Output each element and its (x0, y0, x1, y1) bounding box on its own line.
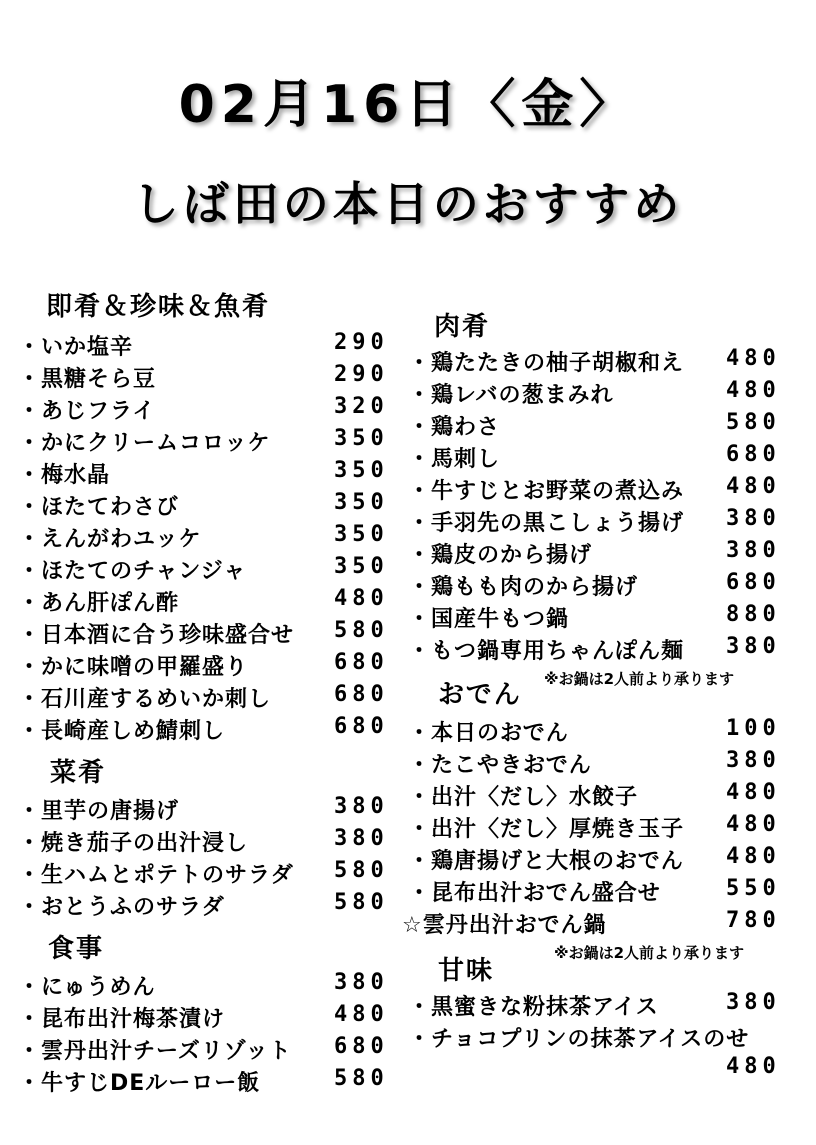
menu-item (408, 442, 808, 474)
menu-item (408, 1022, 808, 1054)
menu-item (18, 714, 398, 746)
section-title: 食事 (48, 934, 105, 964)
item-price: 350 (334, 522, 389, 547)
item-price: 480 (726, 812, 781, 837)
item-name: ・昆布出汁梅茶漬け (18, 1007, 226, 1032)
item-name: ・本日のおでん (408, 721, 569, 746)
item-name: ・あじフライ (18, 399, 156, 424)
menu-item (18, 522, 398, 554)
item-price: 480 (334, 586, 389, 611)
item-price: 580 (726, 410, 781, 435)
item-price: 480 (726, 474, 781, 499)
menu-item-price-line (408, 1054, 808, 1086)
item-price: 290 (334, 330, 389, 355)
menu-item (18, 970, 398, 1002)
item-name: ・長崎産しめ鯖刺し (18, 719, 226, 744)
item-price: 680 (334, 650, 389, 675)
item-name: ・里芋の唐揚げ (18, 799, 180, 824)
item-name: ・にゅうめん (18, 975, 156, 1000)
item-price: 680 (334, 1034, 389, 1059)
item-name: ・国産牛もつ鍋 (408, 607, 570, 632)
item-price: 100 (726, 716, 781, 741)
menu-item (18, 794, 398, 826)
item-price: 290 (334, 362, 389, 387)
page-heading: しば田の本日のおすすめ (132, 177, 684, 231)
item-name: ・おとうふのサラダ (18, 895, 225, 920)
menu-item (408, 812, 808, 844)
menu-item (18, 458, 398, 490)
item-name: ・雲丹出汁チーズリゾット (18, 1039, 292, 1064)
menu-item (18, 1066, 398, 1098)
menu-item (408, 378, 808, 410)
item-name: ・出汁〈だし〉厚焼き玉子 (408, 817, 685, 842)
menu-item (18, 490, 398, 522)
item-name: ・鶏レバの葱まみれ (408, 383, 614, 408)
menu-item (402, 908, 808, 940)
menu-item (18, 330, 398, 362)
menu-item (18, 890, 398, 922)
note-text: ※お鍋は2人前より承ります (554, 944, 745, 962)
item-price: 580 (334, 618, 389, 643)
menu-item (408, 570, 808, 602)
menu-item (18, 650, 398, 682)
menu-item (18, 586, 398, 618)
menu-item (18, 362, 398, 394)
item-price: 380 (334, 794, 389, 819)
menu-item (18, 682, 398, 714)
section-title: 菜肴 (50, 758, 107, 788)
item-price: 350 (334, 490, 389, 515)
item-name: ・鶏皮のから揚げ (408, 543, 593, 568)
item-price: 380 (334, 970, 389, 995)
item-name: ・ほたてわさび (18, 495, 180, 520)
menu-item (408, 506, 808, 538)
menu-item (408, 602, 808, 634)
item-price: 380 (726, 634, 781, 659)
item-name: ・牛すじとお野菜の煮込み (408, 479, 685, 504)
item-price: 580 (334, 1066, 389, 1091)
item-name: ・鶏たたきの柚子胡椒和え (408, 351, 685, 376)
item-price: 880 (726, 602, 781, 627)
item-price: 480 (334, 1002, 389, 1027)
section-title: 甘味 (438, 956, 495, 986)
menu-item (408, 538, 808, 570)
menu-item (18, 1034, 398, 1066)
item-price: 680 (334, 714, 389, 739)
item-price: 480 (726, 780, 781, 805)
item-price: 580 (334, 858, 389, 883)
item-price: 680 (726, 570, 781, 595)
item-name: ・黒糖そら豆 (18, 367, 157, 392)
item-price: 680 (334, 682, 389, 707)
item-name: ・黒蜜きな粉抹茶アイス (408, 995, 659, 1020)
item-price: 480 (726, 378, 781, 403)
item-price: 380 (726, 990, 781, 1015)
section-title: 肉肴 (434, 312, 491, 342)
item-name: ・梅水晶 (18, 463, 111, 488)
item-price: 350 (334, 554, 389, 579)
section-title: おでん (438, 680, 522, 710)
item-name: ・えんがわユッケ (18, 527, 202, 552)
item-name: ・牛すじDEルーロー飯 (18, 1071, 261, 1096)
note-text: ※お鍋は2人前より承ります (544, 670, 735, 688)
item-price: 350 (334, 458, 389, 483)
menu-item (408, 748, 808, 780)
item-price: 780 (726, 908, 781, 933)
item-name: ・昆布出汁おでん盛合せ (408, 881, 661, 906)
item-name: ・チョコプリンの抹茶アイスのせ (408, 1027, 750, 1052)
item-name: ・鶏もも肉のから揚げ (408, 575, 639, 600)
menu-item (408, 474, 808, 506)
item-price: 550 (726, 876, 781, 901)
menu-item (18, 826, 398, 858)
item-name: ・手羽先の黒こしょう揚げ (408, 511, 685, 536)
menu-item (408, 876, 808, 908)
menu-item (408, 634, 808, 666)
item-name: ・いか塩辛 (18, 335, 134, 360)
item-price: 350 (334, 426, 389, 451)
menu-item (408, 780, 808, 812)
menu-item (18, 1002, 398, 1034)
item-name: ・焼き茄子の出汁浸し (18, 831, 249, 856)
item-price: 580 (334, 890, 389, 915)
item-name: ・もつ鍋専用ちゃんぽん麺 (408, 639, 685, 664)
item-price: 320 (334, 394, 389, 419)
item-price: 680 (726, 442, 781, 467)
date-title: 02月16日〈金〉 (178, 75, 638, 135)
item-price: 380 (334, 826, 389, 851)
item-name: ・生ハムとポテトのサラダ (18, 863, 294, 888)
item-name: ・ほたてのチャンジャ (18, 559, 247, 584)
item-price: 380 (726, 538, 781, 563)
item-price: 480 (726, 1054, 781, 1079)
item-name: ・かに味噌の甲羅盛り (18, 655, 249, 680)
menu-item (408, 844, 808, 876)
menu-item (408, 716, 808, 748)
menu-item (408, 410, 808, 442)
item-price: 480 (726, 346, 781, 371)
item-name: ・たこやきおでん (408, 753, 592, 778)
menu-item (18, 554, 398, 586)
section-title: 即肴＆珍味＆魚肴 (46, 292, 271, 322)
item-name: ・出汁〈だし〉水餃子 (408, 785, 639, 810)
menu-item (18, 618, 398, 650)
item-name: ・日本酒に合う珍味盛合せ (18, 623, 295, 648)
item-name: ・鶏唐揚げと大根のおでん (408, 849, 684, 874)
menu-item (408, 990, 808, 1022)
item-name: ・かにクリームコロッケ (18, 431, 271, 456)
menu-item (18, 426, 398, 458)
menu-item (408, 346, 808, 378)
menu-item (18, 858, 398, 890)
item-price: 380 (726, 506, 781, 531)
item-name: ・馬刺し (408, 447, 501, 472)
item-name: ・石川産するめいか刺し (18, 687, 272, 712)
item-price: 380 (726, 748, 781, 773)
item-name: ・鶏わさ (408, 415, 501, 440)
item-price: 480 (726, 844, 781, 869)
menu-item (18, 394, 398, 426)
item-name: ☆雲丹出汁おでん鍋 (402, 913, 607, 938)
item-name: ・あん肝ぽん酢 (18, 591, 180, 616)
